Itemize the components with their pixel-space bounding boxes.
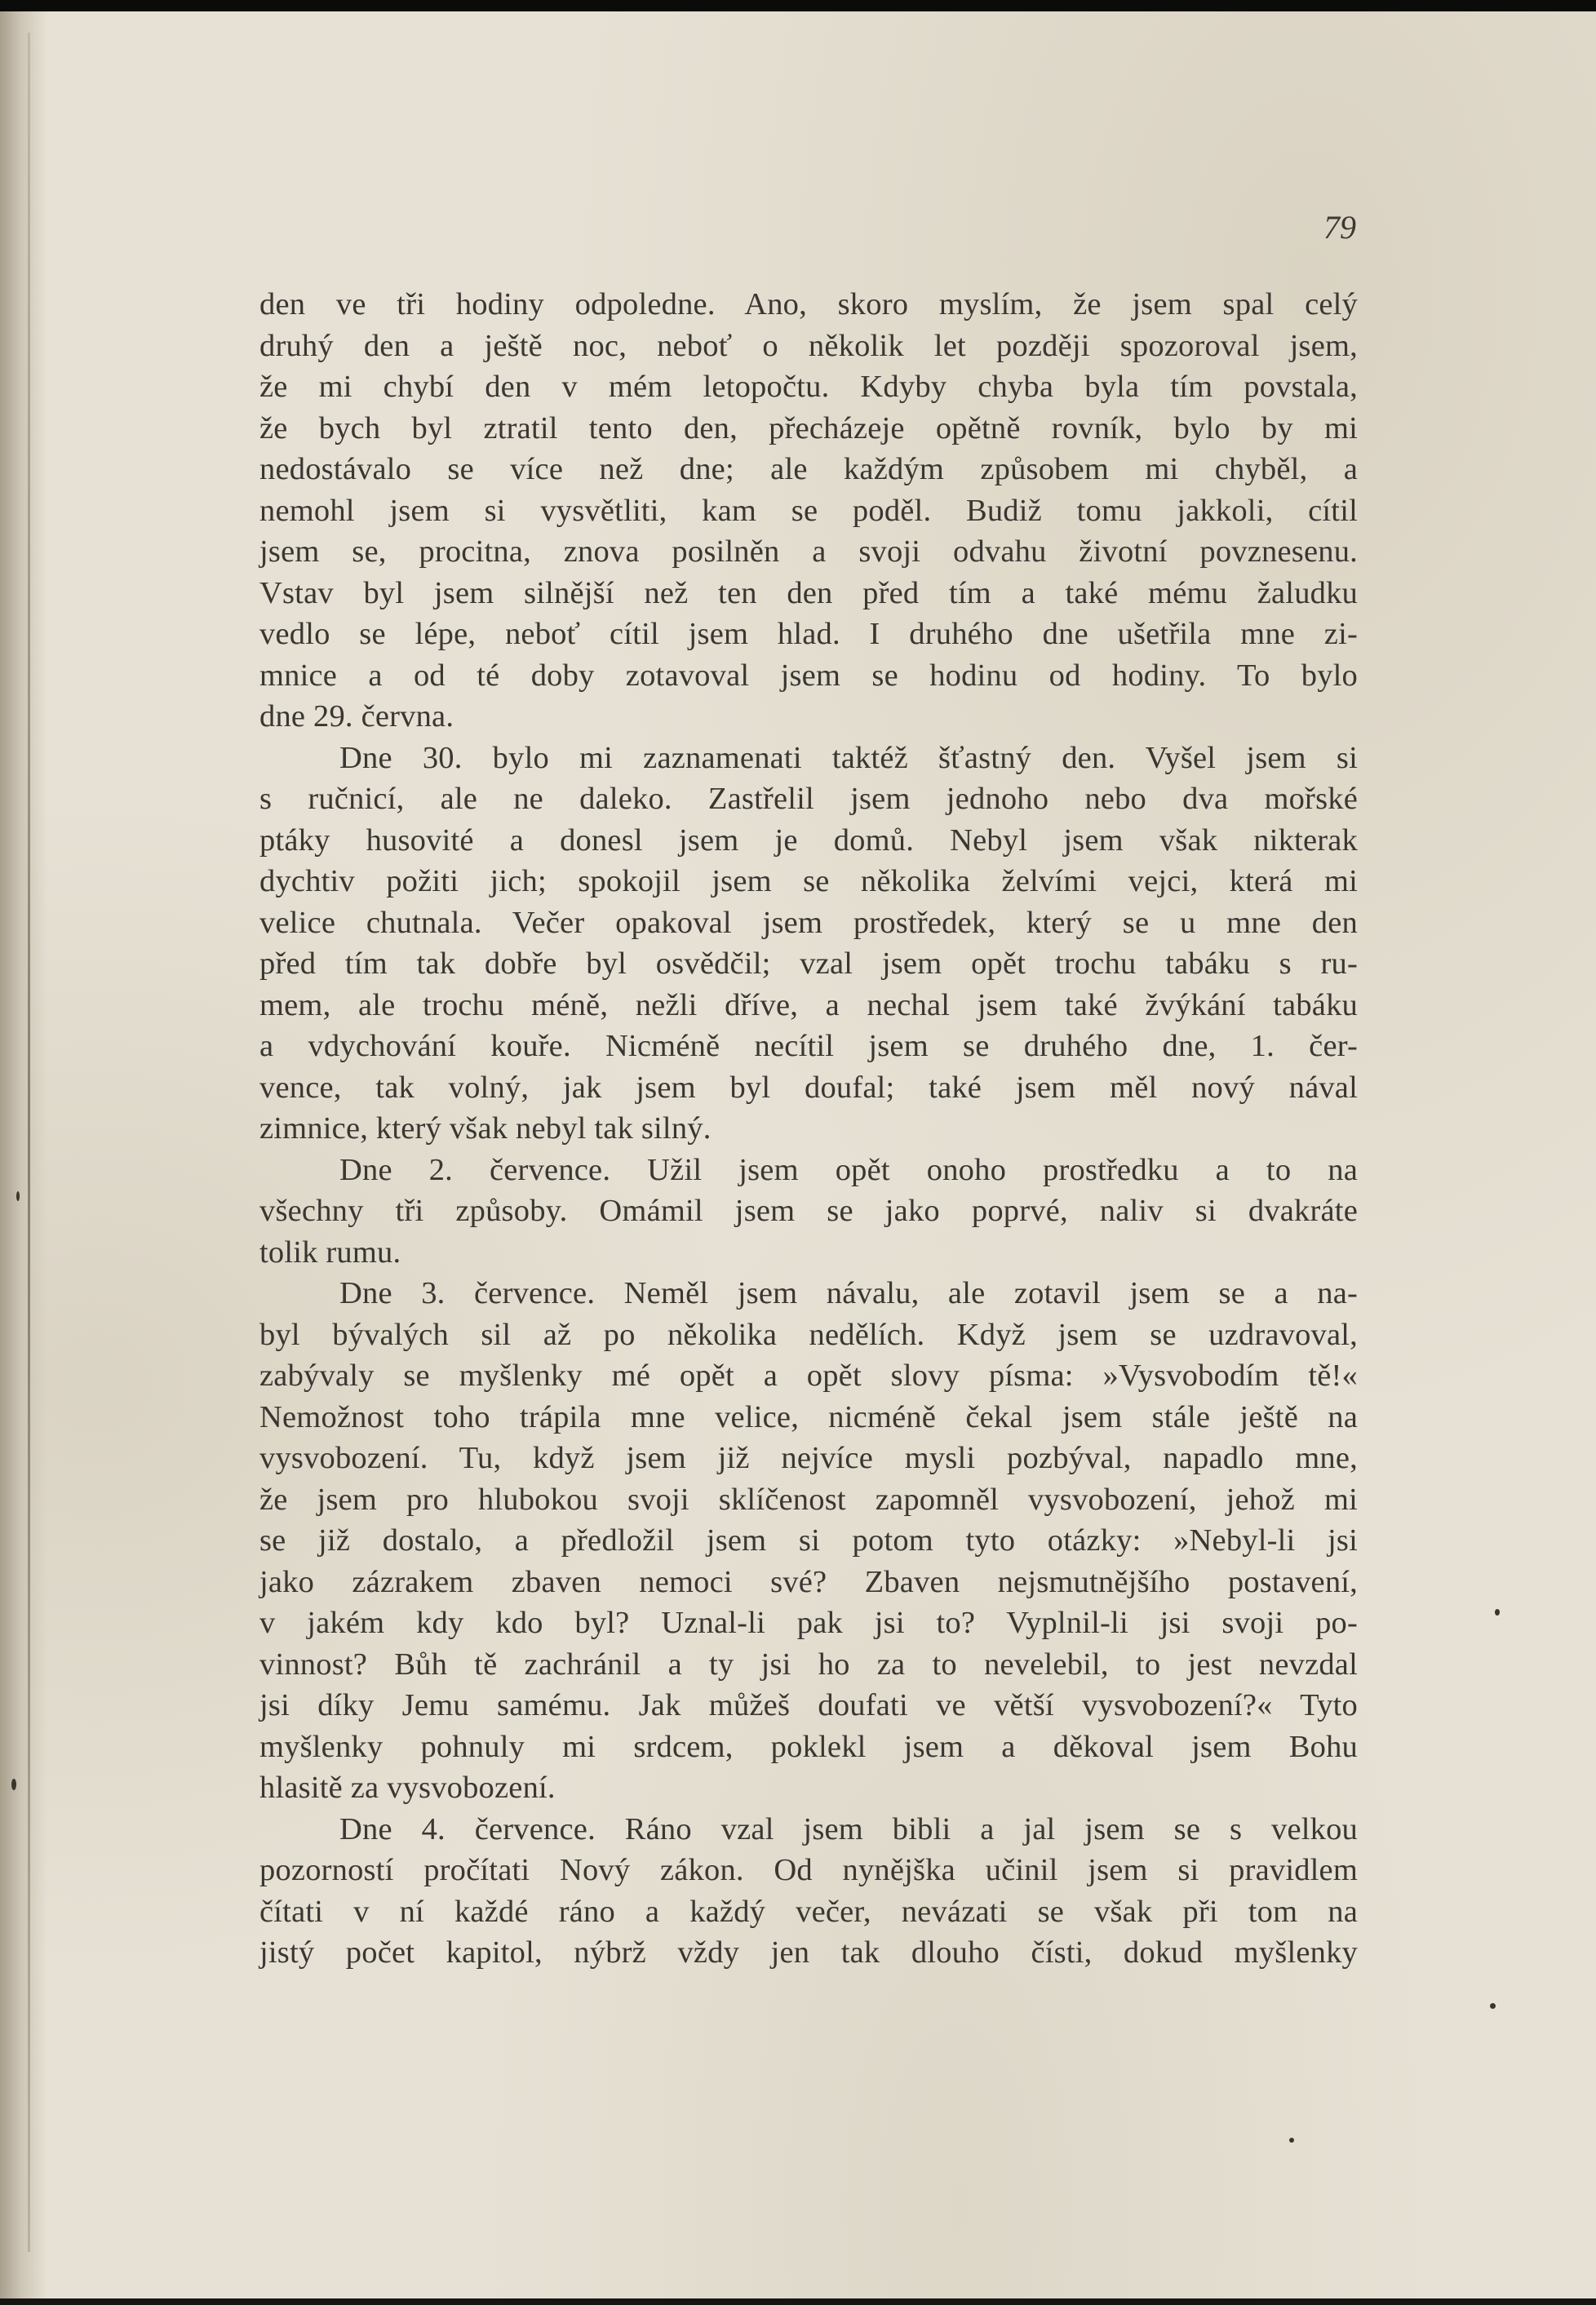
text-line: před tím tak dobře byl osvědčil; vzal jsem opět trochu tabáku s ru- — [259, 946, 1358, 981]
text-line: s ručnicí, ale ne daleko. Zastřelil jsem jednoho nebo dva mořské — [259, 782, 1358, 816]
text-line: Dne 2. července. Užil jsem opět onoho prostředku a to na — [339, 1152, 1358, 1187]
text-line: nemohl jsem si vysvětliti, kam se poděl. Budiž tomu jakkoli, cítil — [259, 493, 1358, 528]
text-line: hlasitě za vysvobození. — [259, 1771, 556, 1805]
text-line: čítati v ní každé ráno a každý večer, nevázati se však při tom na — [259, 1894, 1358, 1929]
text-line: Dne 4. července. Ráno vzal jsem bibli a jal jsem se s velkou — [339, 1811, 1358, 1846]
text-line: Nemožnost toho trápila mne velice, nicméně čekal jsem stále ještě na — [259, 1399, 1358, 1434]
text-line: jsem se, procitna, znova posilněn a svoji odvahu životní povznesenu. — [259, 534, 1358, 569]
paragraph — [259, 284, 1358, 738]
text-line: že mi chybí den v mém letopočtu. Kdyby chyba byla tím povstala, — [259, 370, 1358, 404]
text-line: jsi díky Jemu samému. Jak můžeš doufati ve větší vysvobození?« Tyto — [259, 1688, 1358, 1722]
text-line: v jakém kdy kdo byl? Uznal-li pak jsi to? Vyplnil-li jsi svoji po- — [259, 1606, 1358, 1640]
binding-crease — [28, 33, 30, 2252]
text-line: mnice a od té doby zotavoval jsem se hodinu od hodiny. To bylo — [259, 658, 1358, 693]
page-gutter-shadow — [0, 11, 47, 2298]
text-line: jako zázrakem zbaven nemoci své? Zbaven nejsmutnějšího postavení, — [259, 1564, 1358, 1599]
scan-top-edge — [0, 0, 1596, 11]
text-line: druhý den a ještě noc, neboť o několik let později spozoroval jsem, — [259, 328, 1358, 363]
text-line: a vdychování kouře. Nicméně necítil jsem se druhého dne, 1. čer- — [259, 1029, 1358, 1063]
text-line: se již dostalo, a předložil jsem si potom tyto otázky: »Nebyl-li jsi — [259, 1523, 1358, 1558]
text-line: nedostávalo se více než dne; ale každým způsobem mi chyběl, a — [259, 452, 1358, 486]
text-line: tolik rumu. — [259, 1235, 401, 1270]
page-number: 79 — [1323, 209, 1356, 246]
text-line: den ve tři hodiny odpoledne. Ano, skoro myslím, že jsem spal celý — [259, 287, 1358, 321]
ink-speck — [1289, 2138, 1294, 2143]
paragraph — [259, 1809, 1358, 1974]
text-line: že jsem pro hlubokou svoji sklíčenost zapomněl vysvobození, jehož mi — [259, 1482, 1358, 1517]
paragraph — [259, 1150, 1358, 1274]
ink-speck — [1490, 2003, 1496, 2009]
text-line: vinnost? Bůh tě zachránil a ty jsi ho za to nevelebil, to jest nevzdal — [259, 1647, 1358, 1682]
text-line: mem, ale trochu méně, nežli dříve, a nechal jsem také žvýkání tabáku — [259, 987, 1358, 1022]
text-line: Dne 3. července. Neměl jsem návalu, ale zotavil jsem se a na- — [339, 1276, 1358, 1310]
ink-speck — [16, 1191, 20, 1201]
text-line: jistý počet kapitol, nýbrž vždy jen tak dlouho čísti, dokud myšlenky — [259, 1935, 1358, 1970]
text-line: vysvobození. Tu, když jsem již nejvíce mysli pozbýval, napadlo mne, — [259, 1441, 1358, 1475]
text-line: vence, tak volný, jak jsem byl doufal; také jsem měl nový nával — [259, 1070, 1358, 1105]
text-line: myšlenky pohnuly mi srdcem, poklekl jsem a děkoval jsem Bohu — [259, 1729, 1358, 1764]
text-line: ptáky husovité a donesl jsem je domů. Nebyl jsem však nikterak — [259, 822, 1358, 858]
text-line: že bych byl ztratil tento den, přecházeje opětně rovník, bylo by mi — [259, 410, 1358, 445]
ink-speck — [11, 1779, 16, 1790]
text-line: Vstav byl jsem silnější než ten den před tím a také mému žaludku — [259, 575, 1358, 610]
text-line: zimnice, který však nebyl tak silný. — [259, 1111, 712, 1146]
text-line: byl bývalých sil až po několika nedělích. Když jsem se uzdravoval, — [259, 1317, 1358, 1352]
ink-speck — [1495, 1609, 1500, 1616]
text-line: Dne 30. bylo mi zaznamenati taktéž šťastný den. Vyšel jsem si — [339, 740, 1358, 775]
text-line: vedlo se lépe, neboť cítil jsem hlad. I druhého dne ušetřila mne zi- — [259, 617, 1358, 651]
body-text — [259, 284, 1358, 1974]
text-line: dychtiv požiti jich; spokojil jsem se několika želvími vejci, která mi — [259, 864, 1358, 898]
text-line: zabývaly se myšlenky mé opět a opět slovy písma: »Vysvobodím tě!« — [259, 1359, 1358, 1393]
text-line: velice chutnala. Večer opakoval jsem prostředek, který se u mne den — [259, 905, 1358, 940]
text-line: všechny tři způsoby. Omámil jsem se jako poprvé, naliv si dvakráte — [259, 1194, 1358, 1228]
text-line: dne 29. června. — [259, 699, 454, 734]
paragraph — [259, 1273, 1358, 1809]
paragraph — [259, 738, 1358, 1150]
text-line: pozorností pročítati Nový zákon. Od nynějška učinil jsem si pravidlem — [259, 1853, 1358, 1887]
